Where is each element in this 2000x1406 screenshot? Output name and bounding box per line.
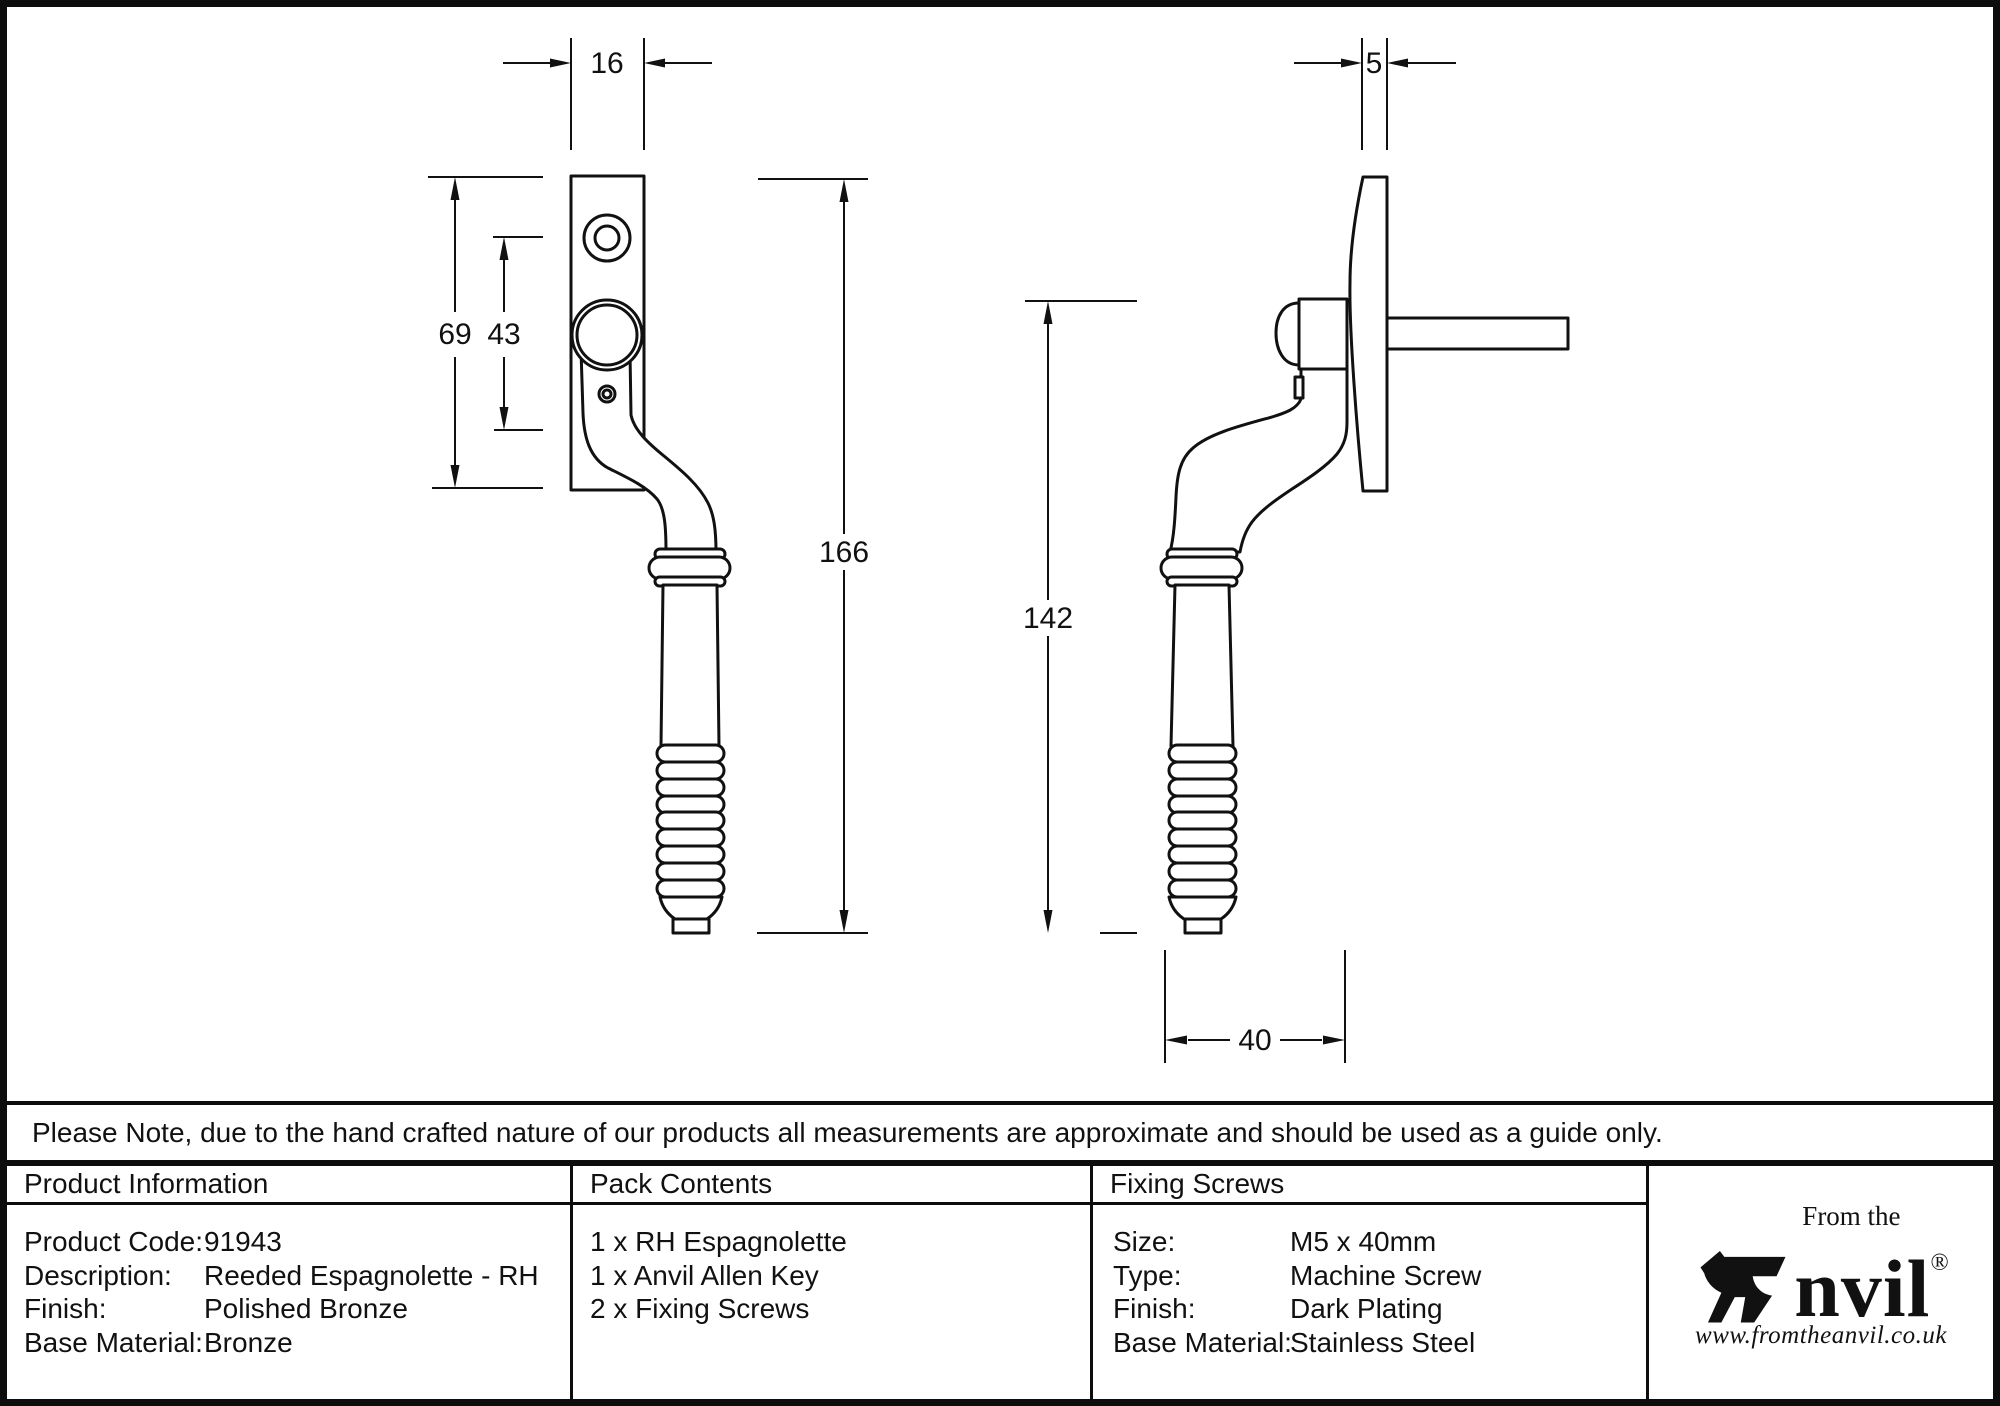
table-row	[24, 1326, 570, 1360]
side-spindle	[1387, 318, 1568, 349]
front-top-screw-hole-inner	[595, 226, 619, 250]
registered-trademark-symbol: ®	[1930, 1250, 1949, 1276]
side-view-drawing	[1161, 177, 1568, 933]
base-material-value: Bronze	[204, 1326, 293, 1358]
front-lower-screw-inner	[603, 390, 611, 398]
list-item: 1 x RH Espagnolette	[590, 1226, 847, 1257]
side-knob-dome	[1276, 303, 1299, 365]
note-text: Please Note, due to the hand crafted nature of our products all measurements are approximate and should be used as a guide only.	[32, 1116, 1663, 1148]
table-row	[24, 1292, 570, 1326]
front-handle-neck	[581, 350, 716, 552]
dim-label-drop-height: 142	[1022, 602, 1074, 635]
table-row	[1113, 1225, 1646, 1259]
dim-label-plate-thickness: 5	[1365, 47, 1383, 80]
finish-label: Finish:	[24, 1293, 107, 1324]
front-end-cap	[660, 897, 722, 919]
side-handle-neck	[1170, 369, 1347, 552]
side-backplate	[1350, 177, 1387, 491]
fixing-screws-header: Fixing Screws	[1110, 1168, 1285, 1199]
side-knob-boss	[1299, 299, 1347, 369]
screw-size-value: M5 x 40mm	[1290, 1226, 1437, 1257]
finish-value: Polished Bronze	[204, 1293, 408, 1324]
dim-label-projection: 40	[1238, 1024, 1272, 1057]
base-material-label: Base Material:	[24, 1326, 203, 1358]
brand-logo-cell	[1646, 1166, 1993, 1399]
side-end-tip	[1185, 919, 1221, 933]
front-view-drawing	[571, 176, 730, 933]
screw-type-label: Type:	[1113, 1259, 1182, 1291]
front-reeded-grip	[657, 745, 724, 897]
dim-label-overall-height: 166	[818, 536, 870, 569]
screw-size-label: Size:	[1113, 1226, 1176, 1257]
table-row	[1113, 1326, 1646, 1360]
table-row	[1113, 1292, 1646, 1326]
pack-contents-header-cell	[570, 1166, 1090, 1205]
from-the-anvil-logo	[1693, 1201, 1948, 1350]
anvil-icon	[1693, 1242, 1790, 1324]
fixing-screws-body	[1090, 1205, 1646, 1399]
product-information-header: Product Information	[24, 1168, 269, 1199]
table-row	[24, 1259, 570, 1293]
dim-label-screw-spacing: 43	[487, 318, 521, 351]
product-information-header-cell	[7, 1166, 570, 1205]
fixing-screws-header-cell	[1090, 1166, 1646, 1205]
measurement-note-bar	[7, 1101, 1993, 1166]
side-reeded-grip	[1169, 745, 1236, 897]
screw-type-value: Machine Screw	[1290, 1259, 1482, 1291]
logo-tagline: From the	[1802, 1201, 1901, 1231]
list-item: 2 x Fixing Screws	[590, 1293, 810, 1324]
screw-finish-value: Dark Plating	[1290, 1293, 1443, 1324]
drawing-area	[7, 7, 1993, 1101]
table-row	[24, 1225, 570, 1259]
pack-contents-header: Pack Contents	[590, 1168, 773, 1199]
list-item: 1 x Anvil Allen Key	[590, 1259, 819, 1291]
product-code-value: 91943	[204, 1226, 282, 1257]
front-stem	[661, 585, 719, 746]
description-label: Description:	[24, 1259, 172, 1291]
product-code-label: Product Code:	[24, 1226, 203, 1257]
dim-label-plate-width: 16	[590, 47, 624, 80]
front-end-tip	[673, 919, 709, 933]
product-info-table	[7, 1166, 1993, 1399]
description-value: Reeded Espagnolette - RH	[204, 1259, 539, 1291]
logo-website: www.fromtheanvil.co.uk	[1695, 1322, 1947, 1349]
logo-brand-text: nvil	[1794, 1243, 1931, 1334]
product-information-body	[7, 1205, 570, 1399]
espagnolette-technical-drawing	[7, 7, 1993, 1101]
side-set-screw	[1295, 377, 1303, 398]
front-knob-inner	[577, 305, 637, 365]
pack-contents-body	[570, 1205, 1090, 1399]
screw-base-material-label: Base Material:	[1113, 1326, 1292, 1358]
table-row	[1113, 1259, 1646, 1293]
side-stem	[1171, 585, 1233, 746]
screw-finish-label: Finish:	[1113, 1293, 1196, 1324]
screw-base-material-value: Stainless Steel	[1290, 1326, 1476, 1358]
side-end-cap	[1169, 897, 1236, 919]
dim-label-plate-height: 69	[438, 318, 472, 351]
